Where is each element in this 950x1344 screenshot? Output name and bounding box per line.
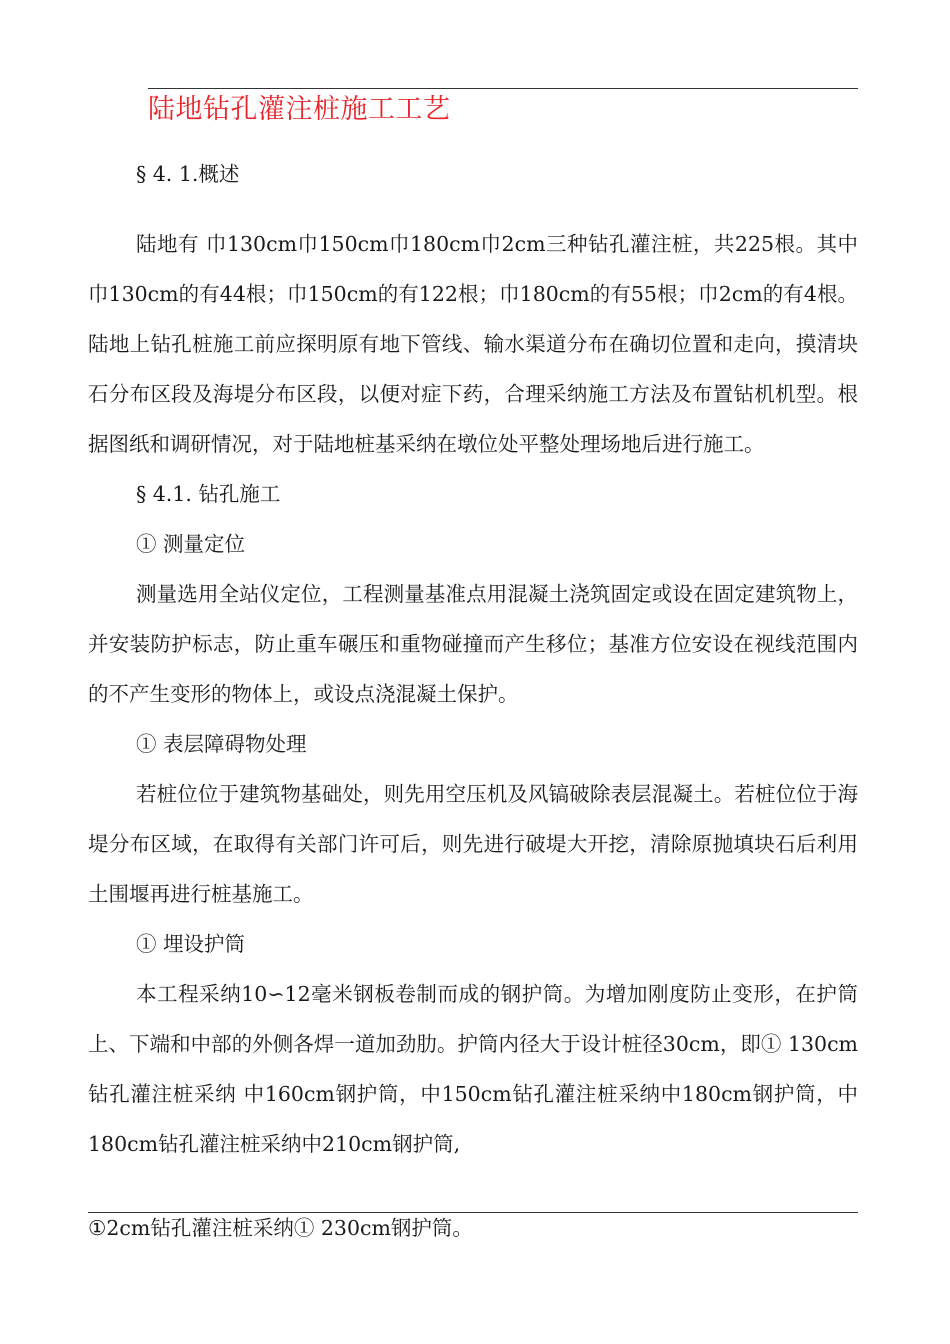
section-heading-drilling: § 4.1. 钻孔施工 (136, 482, 281, 506)
subheading-obstacle: ① 表层障碍物处理 (136, 732, 307, 756)
subheading-survey: ① 测量定位 (136, 532, 246, 556)
paragraph-overview: 陆地有 巾130cm巾150cm巾180cm巾2cm三种钻孔灌注桩，共225根。其中巾130cm的有44根；巾150cm的有122根；巾180cm的有55根；巾2cm的有4根。陆地上钻孔桩施工前应探明原有地下管线、输水渠道分布在确切位置和走向，摸清块石分布区段及海堤分布区段，以便对症下药，合理采纳施工方法及布置钻机机型。根据图纸和调研情况，对于陆地桩基采纳在墩位处平整处理场地后进行施工。 (88, 232, 858, 456)
section-heading-overview: § 4. 1.概述 (136, 162, 240, 186)
header-rule (148, 88, 858, 89)
paragraph-obstacle: 若桩位位于建筑物基础处，则先用空压机及风镐破除表层混凝土。若桩位位于海堤分布区域，在取得有关部门许可后，则先进行破堤大开挖，清除原抛填块石后利用土围堰再进行桩基施工。 (88, 782, 858, 906)
paragraph-casing: 本工程采纳10∽12毫米钢板卷制而成的钢护筒。为增加刚度防止变形，在护筒上、下端和中部的外侧各焊一道加劲肋。护筒内径大于设计桩径30cm，即① 130cm钻孔灌注桩采纳 中160cm钢护筒，中150cm钻孔灌注桩采纳中180cm钢护筒，中180cm钻孔灌注桩采纳中210cm钢护筒, (88, 982, 858, 1156)
document-title: 陆地钻孔灌注桩施工工艺 (148, 94, 451, 125)
paragraph-survey: 测量选用全站仪定位，工程测量基准点用混凝土浇筑固定或设在固定建筑物上，并安装防护标志，防止重车碾压和重物碰撞而产生移位；基准方位安设在视线范围内的不产生变形的物体上，或设点浇混凝土保护。 (88, 582, 858, 706)
document-body (88, 149, 858, 1169)
footer-continuation-text: ①2cm钻孔灌注桩采纳① 230cm钢护筒。 (88, 1216, 473, 1240)
subheading-casing: ① 埋设护筒 (136, 932, 246, 956)
